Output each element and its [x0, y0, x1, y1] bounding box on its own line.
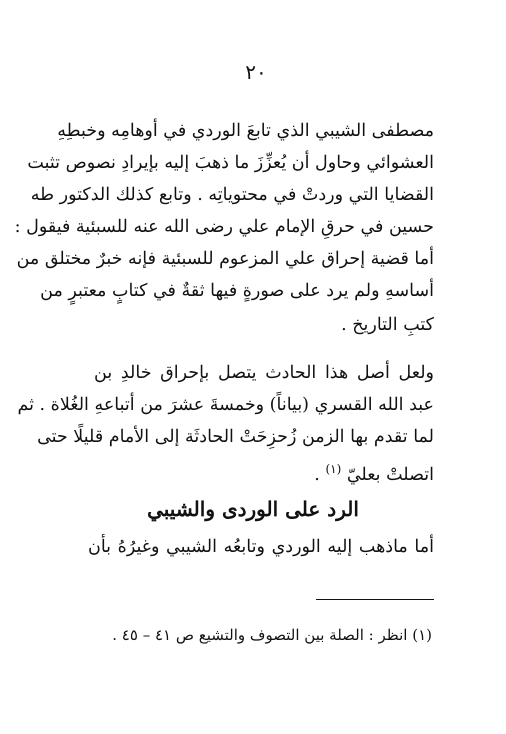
footnote	[112, 622, 432, 648]
paragraph-1-line-2: العشوائي وحاول أن يُعزِّزَ ما ذهبَ إليه بإيرادِ نصوص تثبت	[27, 153, 434, 173]
section-heading: الرد على الوردى والشيبي	[147, 497, 359, 521]
paragraph-1-line-7: كتبِ التاريخ .	[341, 315, 434, 335]
footnote-divider	[316, 599, 434, 600]
paragraph-2-line-1: ولعل أصل هذا الحادث يتصل بإحراق خالدِ بن	[94, 363, 434, 383]
paragraph-1-line-3: القضايا التي وردتْ في محتوياتِه . وتابع كذلك الدكتور طه	[30, 185, 434, 205]
paragraph-2-line-3: لما تقدم بها الزمن زُحزِحَتْ الحادثَة إلى الأمام قليلًا حتى	[37, 427, 434, 447]
paragraph-2-line-4-text: اتصلتْ بعليّ	[346, 464, 434, 485]
paragraph-1-line-4: حسين في حرقِ الإمام علي رضى الله عنه للسبئية فيقول :	[14, 217, 434, 237]
footnote-text: انظر : الصلة بين التصوف والتشيع ص ٤١ – ٤٥ .	[112, 626, 408, 644]
paragraph-1-line-6: أساسهِ ولم يرد على صورةٍ فيها ثقةٌ في كتابٍ معتبرٍ من	[40, 281, 434, 301]
paragraph-3-line-1: أما ماذهب إليه الوردي وتابعُه الشيبي وغيرُهُ بأن	[88, 537, 434, 557]
footnote-reference: (١)	[325, 462, 342, 476]
page-number: ٢٠	[245, 60, 267, 84]
paragraph-1-line-1: مصطفى الشيبي الذي تابعَ الوردي في أوهامِه وخبطِهِ	[57, 121, 434, 141]
paragraph-1-line-5: أما قضية إحراق علي المزعوم للسبئية فإنه خبرٌ مختلق من	[16, 249, 434, 269]
paragraph-2-line-4	[64, 454, 434, 490]
paragraph-2-line-2: عبد الله القسري (بياناً) وخمسةَ عشرَ من أتباعهِ الغُلاة . ثم	[17, 395, 434, 415]
paragraph-2-line-4-period: .	[314, 464, 320, 485]
footnote-marker: (١)	[412, 626, 432, 644]
